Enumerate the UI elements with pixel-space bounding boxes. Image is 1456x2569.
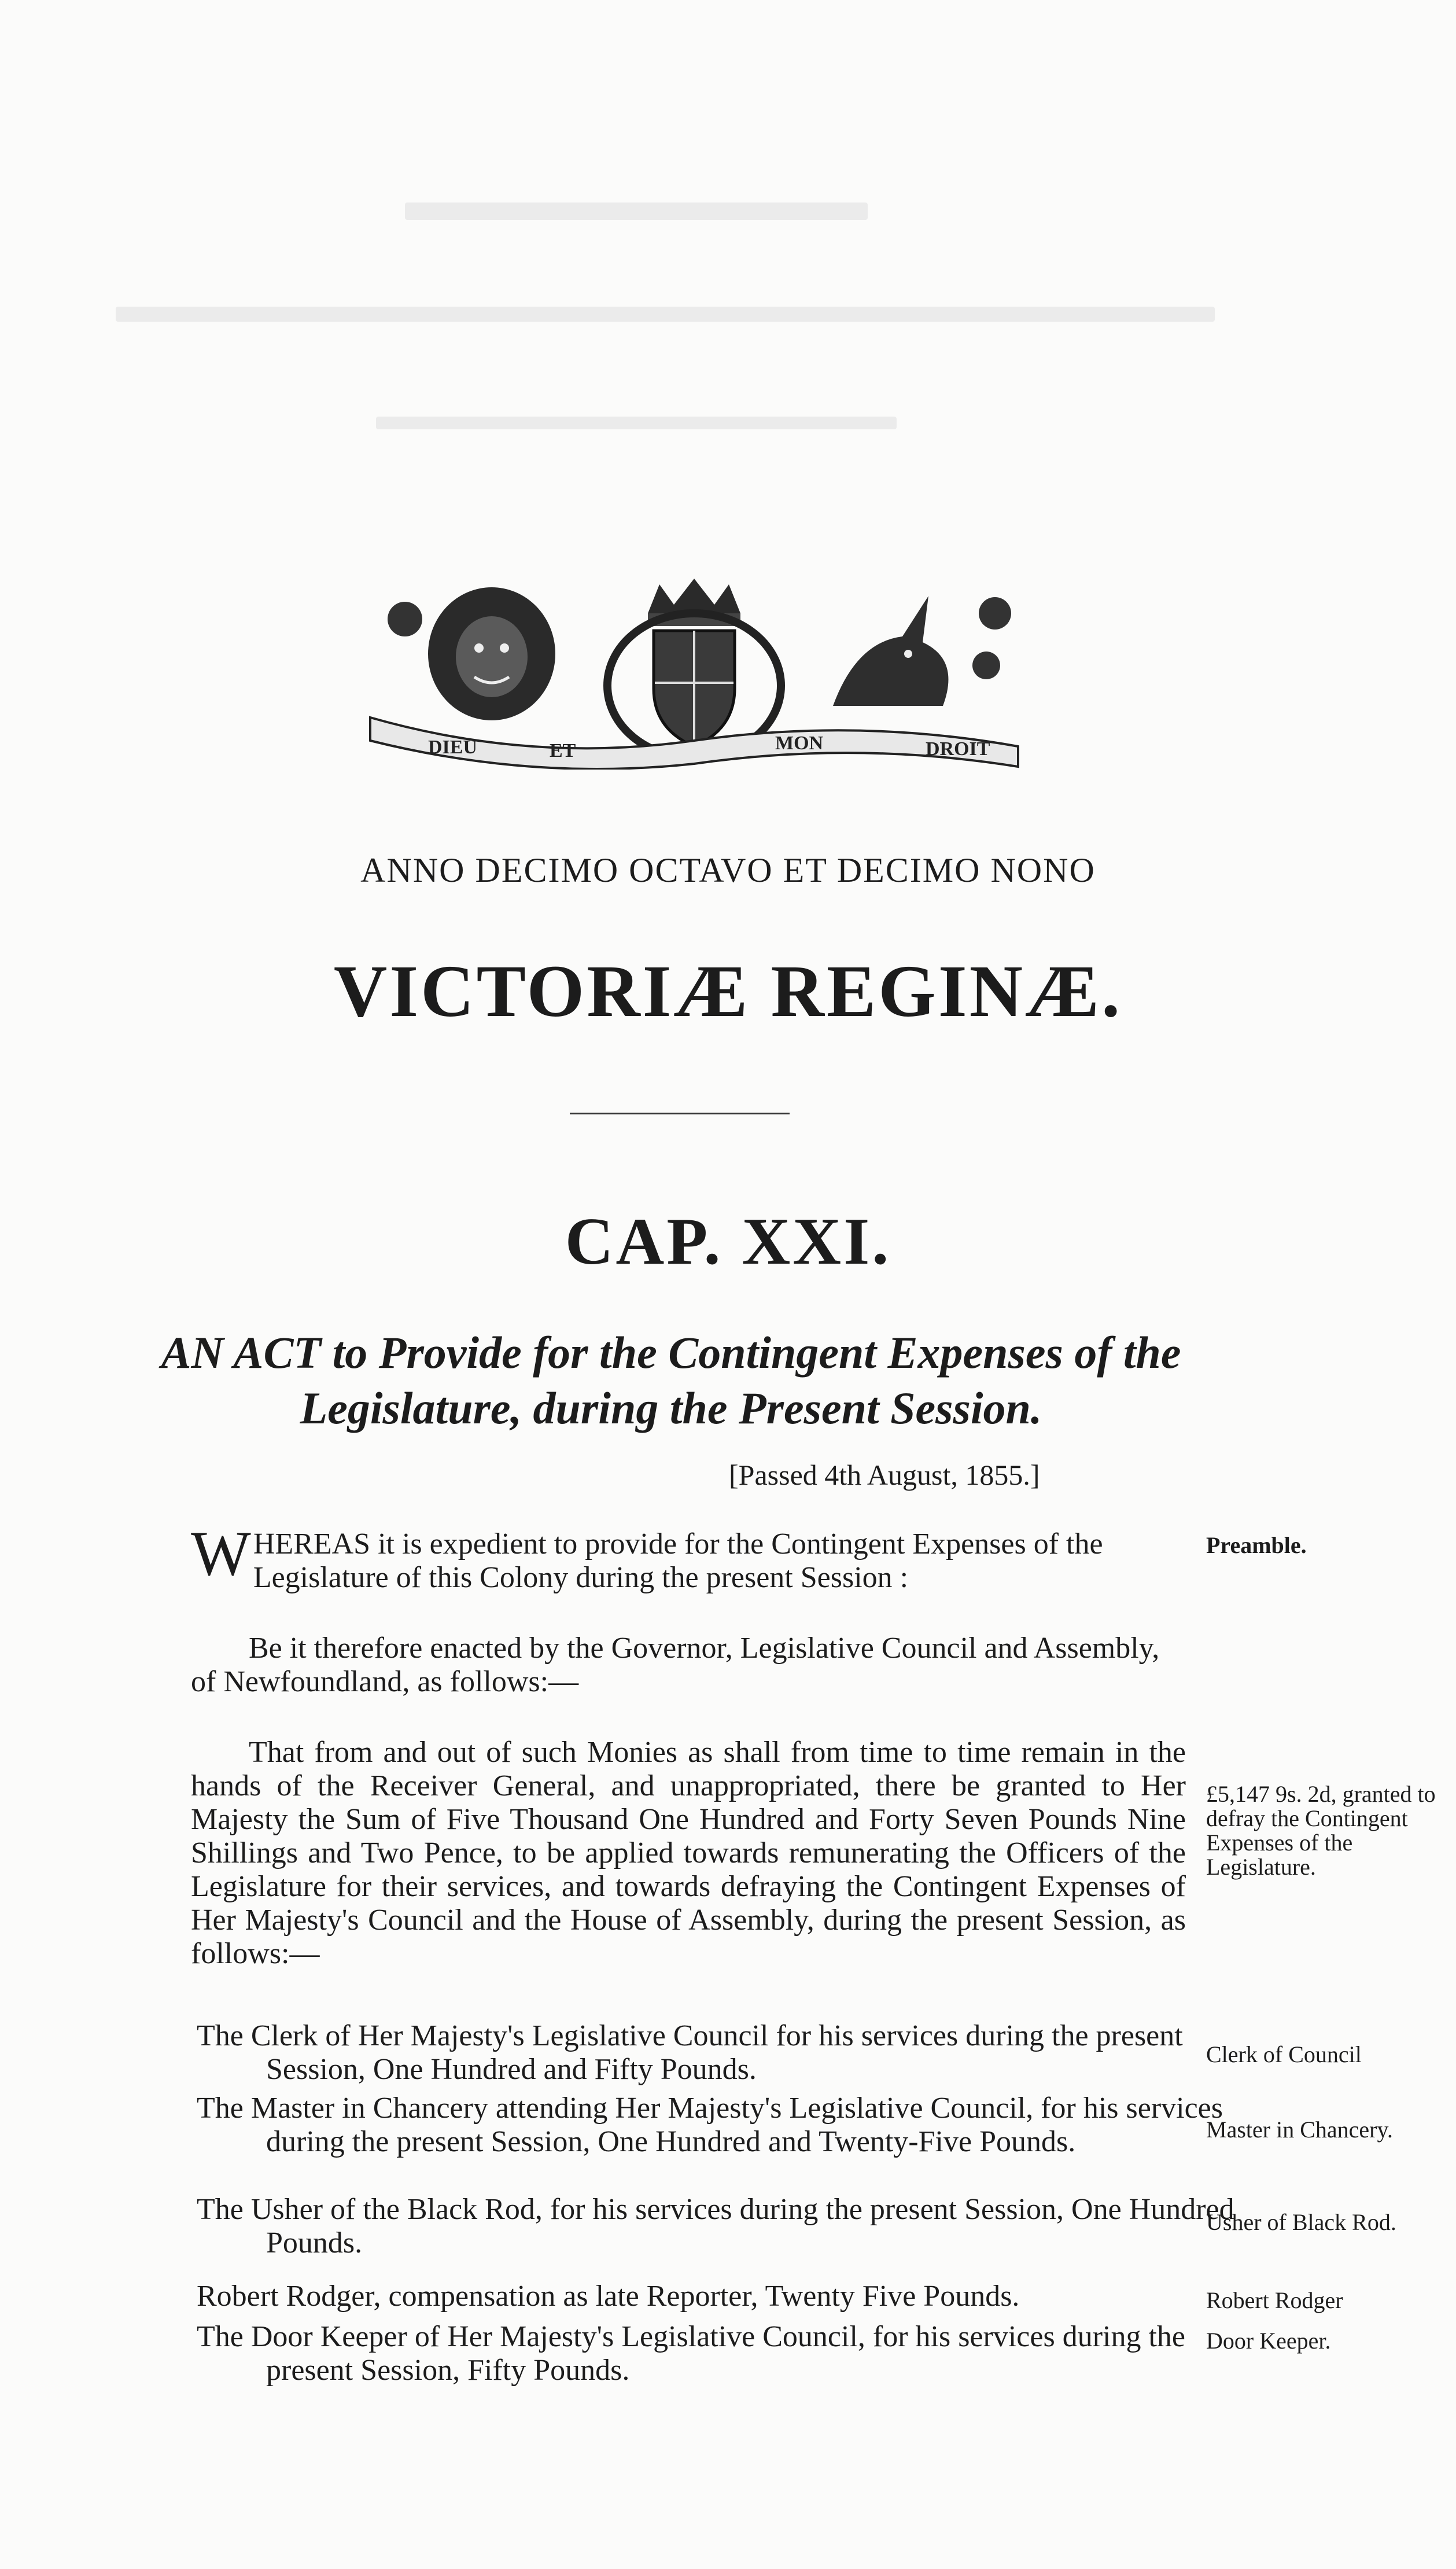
passed-date: [Passed 4th August, 1855.] (729, 1459, 1040, 1491)
grant-paragraph: That from and out of such Monies as shall from time to time remain in the hands of the Receiver General, and unappropriated, there be granted to Her Majesty the Sum of Five Thousand One Hundred and Forty Seven Pounds Nine Shillings and Two Pence, to be applied towards remunerating the Officers of the Legislature for their services, and towards defraying the Contingent Expenses of Her Majesty's Council and the House of Assembly, during the present Session, as follows:— (191, 1736, 1186, 1970)
lion-icon (428, 587, 555, 720)
divider (570, 1113, 790, 1114)
margin-note-clerk: Clerk of Council (1206, 2041, 1362, 2067)
preamble-text: HEREAS it is expedient to provide for the Contingent Expenses of the Legislature of this Colony during the present Session : (253, 1528, 1103, 1594)
chapter-heading: CAP. XXI. (565, 1205, 891, 1279)
preamble-paragraph (191, 1518, 1186, 1595)
motto-word: MON (775, 733, 824, 754)
act-title: AN ACT to Provide for the Contingent Expenses of the Legislature, during the Present Session. (161, 1327, 1181, 1433)
bleed-through-mark (116, 307, 1215, 322)
margin-note-usher: Usher of Black Rod. (1206, 2209, 1396, 2235)
list-item: The Master in Chancery attending Her Majesty's Legislative Council, for his services during the present Session, One Hundred and Twenty-Five Pounds. (197, 2092, 1223, 2158)
regnal-year-heading: ANNO DECIMO OCTAVO ET DECIMO NONO (360, 851, 1096, 889)
bleed-through-mark (376, 417, 897, 429)
reign-heading: VICTORIÆ REGINÆ. (333, 950, 1123, 1032)
margin-note-rodger: Robert Rodger (1206, 2287, 1343, 2313)
motto-word: ET (550, 740, 576, 761)
margin-note-master: Master in Chancery. (1206, 2117, 1393, 2143)
royal-coat-of-arms (359, 573, 1030, 770)
unicorn-icon (833, 596, 948, 706)
list-item: The Door Keeper of Her Majesty's Legislative Council, for his services during the present Session, Fifty Pounds. (197, 2320, 1185, 2387)
motto-word: DROIT (926, 738, 990, 760)
motto-word: DIEU (428, 737, 478, 758)
shield-icon (654, 631, 735, 746)
margin-note-door: Door Keeper. (1206, 2328, 1331, 2354)
margin-note-grant: £5,147 9s. 2d, granted to defray the Contingent Expenses of the Legislature. (1206, 1781, 1436, 1880)
bleed-through-mark (405, 203, 868, 220)
margin-note-preamble: Preamble. (1206, 1532, 1307, 1558)
enacting-clause: Be it therefore enacted by the Governor, Legislative Council and Assembly, of Newfoundland, as follows:— (191, 1632, 1160, 1698)
list-item: The Clerk of Her Majesty's Legislative Council for his services during the present Session, One Hundred and Fifty Pounds. (197, 2019, 1183, 2086)
list-item: The Usher of the Black Rod, for his services during the present Session, One Hundred Pounds. (197, 2193, 1234, 2259)
list-item: Robert Rodger, compensation as late Reporter, Twenty Five Pounds. (197, 2280, 1020, 2313)
drop-cap: W (191, 1518, 251, 1589)
